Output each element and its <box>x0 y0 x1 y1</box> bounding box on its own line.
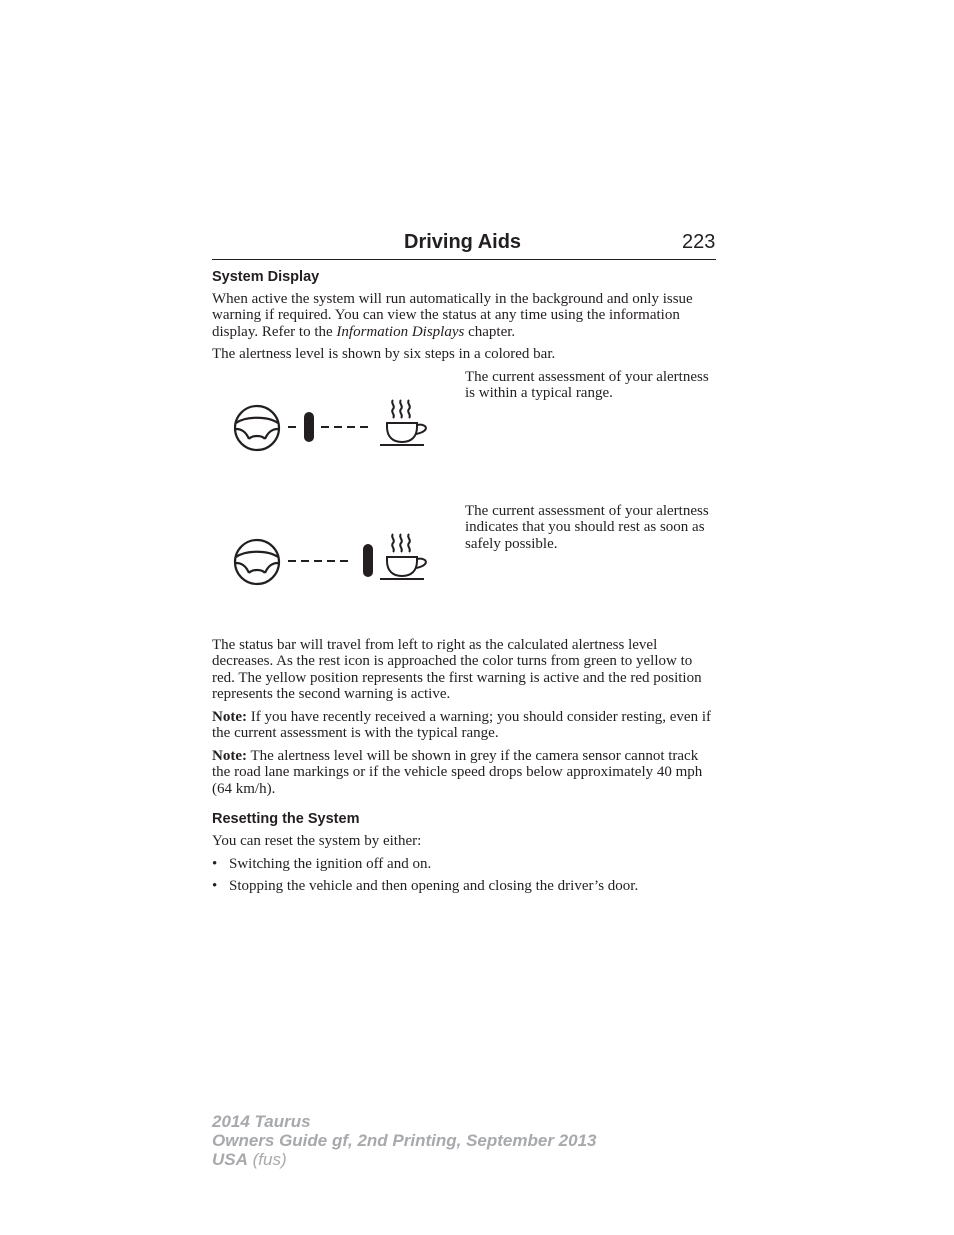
bullet-icon: • <box>212 856 218 872</box>
bullet-icon: • <box>212 878 218 894</box>
alertness-figure-rest <box>230 526 440 588</box>
list-item: • Stopping the vehicle and then opening and closing the driver’s door. <box>212 878 639 894</box>
footer-model: 2014 Taurus <box>212 1112 311 1131</box>
paragraph-intro: When active the system will run automatically in the background and only issue warning if required. You can view the status at any time using the information display. Refer to the Information Displays chapter. <box>212 291 693 340</box>
status-bar <box>288 544 373 577</box>
heading-resetting: Resetting the System <box>212 811 360 827</box>
note-grey: Note: The alertness level will be shown in grey if the camera sensor cannot track the road lane markings or if the vehicle speed drops below approximately 40 mph (64 km/h). <box>212 748 703 797</box>
footer-region: USA (fus) <box>212 1150 287 1169</box>
footer-guide: Owners Guide gf, 2nd Printing, September 2013 <box>212 1131 597 1150</box>
steering-wheel-icon <box>235 540 279 584</box>
header-rule <box>212 259 716 260</box>
coffee-cup-icon <box>380 400 426 445</box>
page-number: 223 <box>682 231 716 253</box>
list-item: • Switching the ignition off and on. <box>212 856 432 872</box>
paragraph-status-bar: The status bar will travel from left to right as the calculated alertness level decreases. As the rest icon is approached the color turns from green to yellow to red. The yellow position represents the first warning is active and the red position represents the second warning is active. <box>212 637 702 703</box>
caption-typical: The current assessment of your alertness is within a typical range. <box>465 369 709 402</box>
section-title: Driving Aids <box>404 231 522 253</box>
heading-system-display: System Display <box>212 269 320 285</box>
alertness-figure-typical <box>230 392 440 454</box>
note-warning: Note: If you have recently received a warning; you should consider resting, even if the current assessment is with the typical range. <box>212 709 711 742</box>
status-bar <box>288 412 368 442</box>
paragraph-reset-intro: You can reset the system by either: <box>212 833 422 849</box>
caption-rest: The current assessment of your alertness indicates that you should rest as soon as safely possible. <box>465 503 709 552</box>
coffee-cup-icon <box>380 534 426 579</box>
paragraph-alertness-steps: The alertness level is shown by six steps in a colored bar. <box>212 346 556 362</box>
steering-wheel-icon <box>235 406 279 450</box>
chapter-reference: Information Displays <box>336 323 465 340</box>
